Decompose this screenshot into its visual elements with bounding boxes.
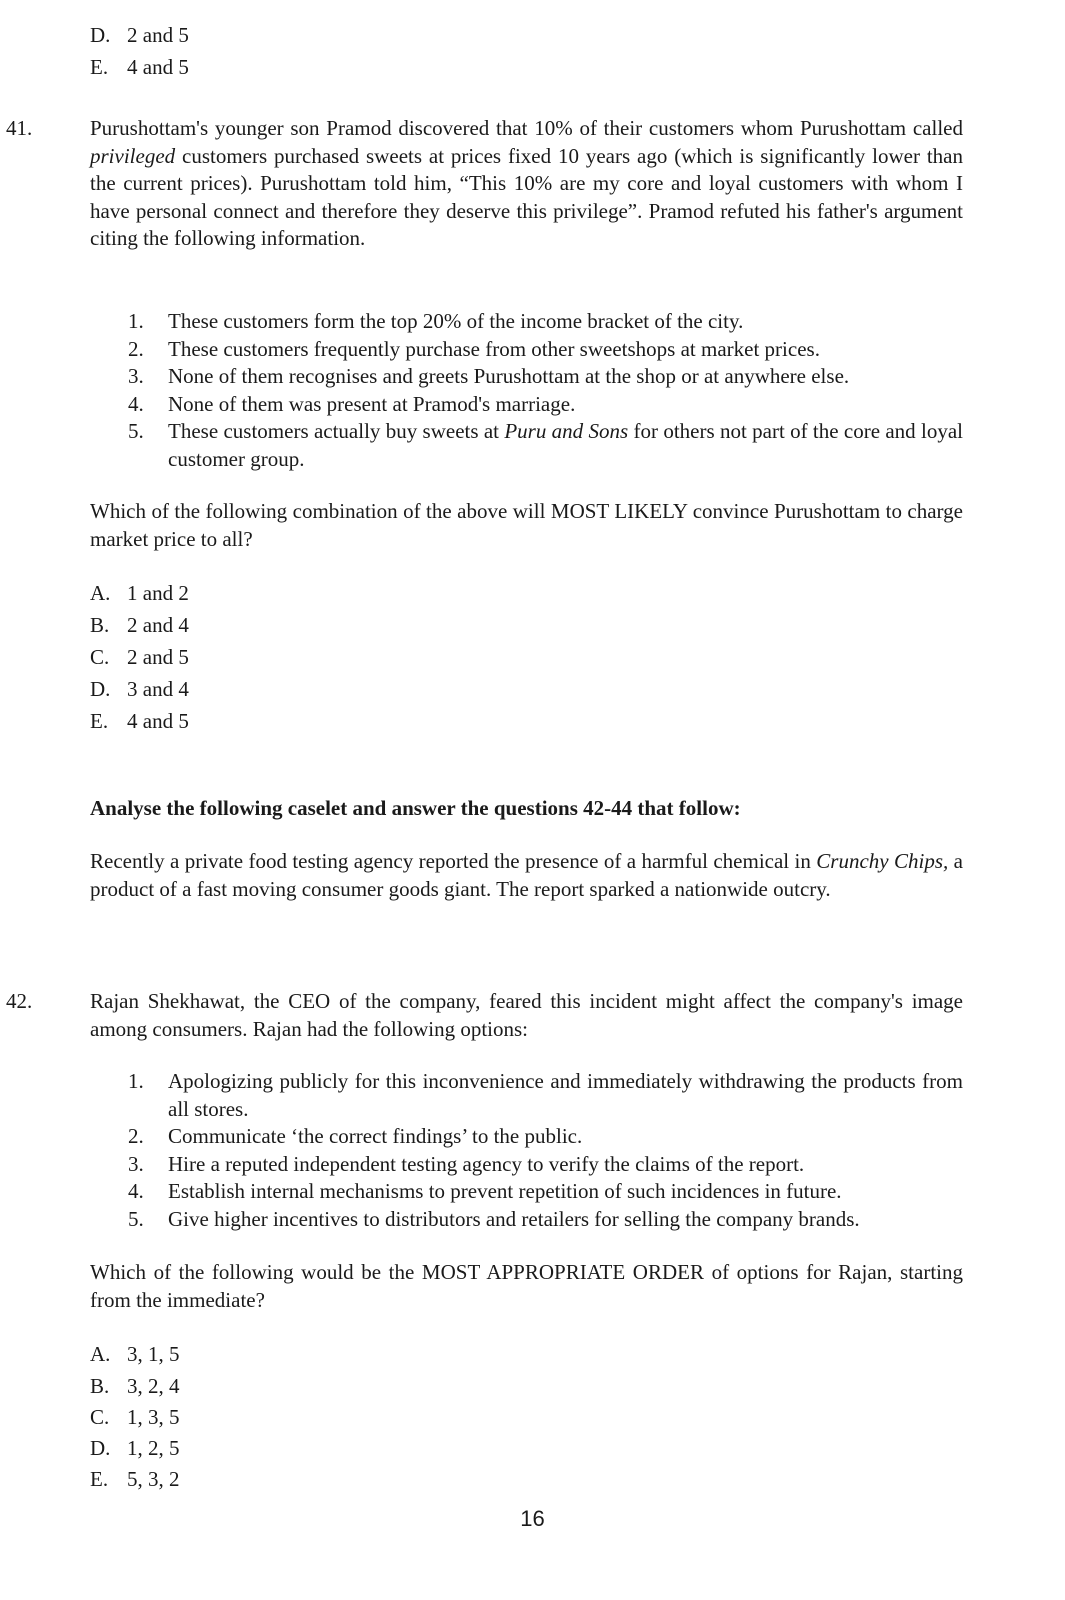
option-text: 1, 2, 5 (127, 1436, 180, 1460)
option-e (90, 708, 189, 736)
question-42-paragraph: Rajan Shekhawat, the CEO of the company, feared this incident might affect the company's image among consumers. Rajan had the following options: (90, 989, 963, 1041)
list-number: 3. (128, 364, 144, 388)
option-text: 2 and 4 (127, 613, 189, 637)
option-a (90, 1341, 180, 1369)
option-d (90, 1435, 180, 1463)
option-text: 4 and 5 (127, 55, 189, 79)
list-text-italic: Puru and Sons (504, 419, 629, 443)
question-41-paragraph (90, 115, 963, 253)
option-c (90, 1404, 180, 1432)
caselet-text-b: a product of a fast moving consumer goods giant. The report sparked a nationwide outcry. (90, 849, 963, 901)
list-text: Apologizing publicly for this inconvenience and immediately withdrawing the products from all stores. (168, 1069, 963, 1121)
option-d (90, 676, 189, 704)
option-letter: D. (90, 1436, 111, 1460)
option-letter: B. (90, 1374, 110, 1398)
list-text: These customers frequently purchase from other sweetshops at market prices. (168, 336, 820, 361)
list-item (128, 1206, 963, 1234)
list-number: 1. (128, 1069, 144, 1093)
option-text: 4 and 5 (127, 709, 189, 733)
option-d-prev (90, 22, 189, 50)
list-item (128, 1068, 963, 1123)
list-number: 4. (128, 1179, 144, 1203)
question-41-list (128, 308, 963, 473)
option-text: 2 and 5 (127, 23, 189, 47)
list-number: 2. (128, 1124, 144, 1148)
question-42-number: 42. (6, 989, 33, 1013)
list-item (128, 1123, 963, 1151)
list-text: Establish internal mechanisms to prevent repetition of such incidences in future. (168, 1179, 842, 1203)
q41-text-b: customers purchased sweets at prices fixed 10 years ago (which is significantly lower than the current prices). Purushottam told him, “This 10% are my core and loyal customers with whom I have personal connect and therefore they deserve this privilege”. Pramod refuted his father's argument citing the following information. (90, 143, 963, 250)
option-text: 1 and 2 (127, 581, 189, 605)
option-a (90, 580, 189, 608)
option-b (90, 612, 189, 640)
list-item (128, 1151, 963, 1179)
list-text: Communicate ‘the correct findings’ to the public. (168, 1124, 583, 1148)
page-number: 16 (520, 1506, 545, 1531)
list-text: Give higher incentives to distributors and retailers for selling the company brands. (168, 1206, 860, 1231)
caselet-heading: Analyse the following caselet and answer the questions 42-44 that follow: (90, 796, 741, 820)
option-letter: C. (90, 1405, 110, 1429)
question-41-number: 41. (6, 116, 33, 140)
option-b (90, 1373, 180, 1401)
caselet-text-a: Recently a private food testing agency reported the presence of a harmful chemical in (90, 849, 817, 873)
list-item (128, 336, 963, 364)
list-number: 5. (128, 419, 144, 443)
option-text: 3, 1, 5 (127, 1342, 180, 1366)
option-text: 1, 3, 5 (127, 1405, 180, 1429)
question-42-list (128, 1068, 963, 1233)
q41-text-a: Purushottam's younger son Pramod discovered that 10% of their customers whom Purushottam called (90, 116, 963, 140)
option-letter: A. (90, 1342, 111, 1366)
option-letter: E. (90, 1467, 109, 1491)
list-item (128, 1178, 963, 1206)
caselet-text-italic: Crunchy Chips, (816, 849, 949, 873)
question-42-prompt: Which of the following would be the MOST APPROPRIATE ORDER of options for Rajan, starting from the immediate? (90, 1260, 963, 1312)
option-text: 2 and 5 (127, 645, 189, 669)
option-c (90, 644, 189, 672)
option-letter: D. (90, 23, 111, 47)
list-text: These customers form the top 20% of the income bracket of the city. (168, 309, 744, 333)
list-number: 4. (128, 391, 144, 416)
q41-text-italic: privileged (90, 143, 176, 168)
list-text: These customers actually buy sweets at (168, 419, 505, 443)
list-text: None of them was present at Pramod's marriage. (168, 391, 576, 416)
list-number: 2. (128, 336, 144, 361)
option-e-prev (90, 54, 189, 82)
list-number: 3. (128, 1151, 144, 1176)
option-letter: D. (90, 677, 111, 701)
list-text: for others not part of the core and loyal customer group. (168, 419, 963, 471)
list-number: 5. (128, 1206, 144, 1231)
list-item (128, 391, 963, 419)
option-letter: E. (90, 709, 109, 733)
list-item (128, 418, 963, 473)
list-item (128, 363, 963, 391)
option-text: 3 and 4 (127, 677, 189, 701)
option-text: 5, 3, 2 (127, 1467, 180, 1491)
list-text: None of them recognises and greets Purushottam at the shop or at anywhere else. (168, 364, 850, 388)
option-e (90, 1466, 180, 1494)
option-letter: A. (90, 581, 111, 605)
option-letter: E. (90, 55, 109, 79)
caselet-paragraph (90, 848, 963, 903)
list-item (128, 308, 963, 336)
option-letter: C. (90, 645, 110, 669)
list-text: Hire a reputed independent testing agency to verify the claims of the report. (168, 1151, 805, 1176)
question-41-prompt: Which of the following combination of the above will MOST LIKELY convince Purushottam to charge market price to all? (90, 499, 963, 551)
list-number: 1. (128, 309, 144, 333)
option-text: 3, 2, 4 (127, 1374, 180, 1398)
option-letter: B. (90, 613, 110, 637)
